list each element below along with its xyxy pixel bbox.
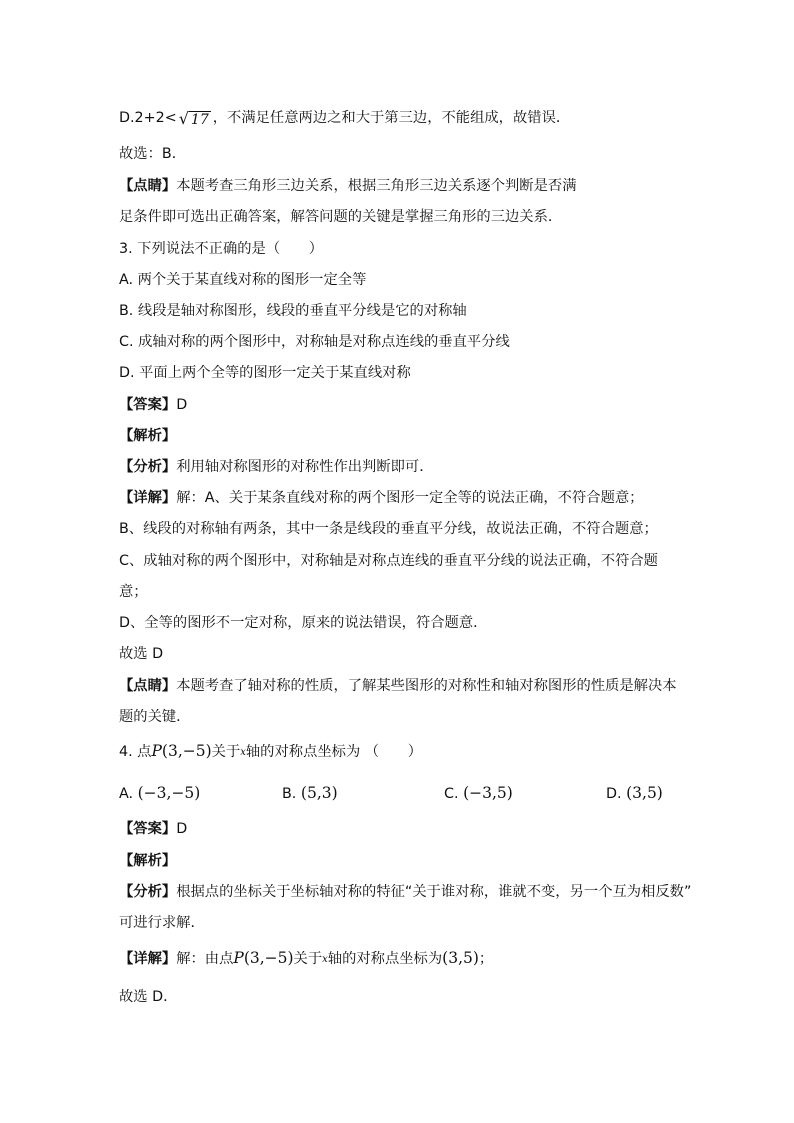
q3-option-a: A. 两个关于某直线对称的图形一定全等 — [119, 272, 367, 288]
coordinate: (3,−5) — [243, 949, 294, 967]
text: 本题考查了轴对称的性质，了解某些图形的对称性和轴对称图形的性质是解决本 — [176, 678, 677, 694]
question-4 — [119, 741, 774, 764]
option-label: B. — [282, 786, 297, 802]
text: D.2+2< — [119, 110, 177, 126]
option-value: (5,3) — [300, 784, 338, 802]
q3-detail-b: B、线段的对称轴有两条，其中一条是线段的垂直平分线，故说法正确，不符合题意； — [119, 521, 658, 537]
q4-detail — [119, 948, 774, 971]
detail-tag: 【详解】 — [119, 490, 177, 506]
coordinate: (3,−5) — [161, 742, 212, 760]
text: ； — [478, 951, 494, 967]
q3-comment — [119, 676, 774, 696]
q4-analysis-heading: 【解析】 — [119, 853, 177, 869]
q3-option-d: D. 平面上两个全等的图形一定关于某直线对称 — [119, 365, 411, 381]
text: 利用轴对称图形的对称性作出判断即可． — [176, 459, 434, 475]
q3-analysis — [119, 457, 774, 477]
q4-option-c — [444, 783, 513, 804]
line-option-d-explanation — [119, 108, 774, 130]
q3-analysis-heading: 【解析】 — [119, 428, 177, 444]
detail-tag: 【详解】 — [119, 951, 177, 967]
text: 本题考查三角形三边关系，根据三角形三边关系逐个判断是否满 — [176, 178, 577, 194]
q4-option-b — [282, 783, 338, 804]
sqrt-expression — [179, 109, 211, 130]
q4-choice: 故选 D． — [119, 989, 178, 1005]
text: 根据点的坐标关于坐标轴对称的特征“关于谁对称，谁就不变，另一个互为相反数” — [176, 884, 692, 900]
radical-sign: √ — [178, 109, 189, 128]
option-label: A. — [119, 786, 134, 802]
option-value: (−3,5) — [463, 784, 513, 802]
question-3: 3. 下列说法不正确的是（ ） — [119, 241, 324, 257]
result-coordinate: (3,5) — [442, 949, 479, 967]
q3-detail-c: C、成轴对称的两个图形中，对称轴是对称点连线的垂直平分线的说法正确，不符合题 — [119, 553, 658, 569]
line-choice: 故选：B． — [119, 146, 186, 162]
q3-detail-d: D、全等的图形不一定对称，原来的说法错误，符合题意． — [119, 615, 488, 631]
q3-option-c: C. 成轴对称的两个图形中，对称轴是对称点连线的垂直平分线 — [119, 334, 510, 350]
axis-variable: x — [240, 747, 246, 758]
comment-tag: 【点睛】 — [119, 178, 177, 194]
line-comment-cont: 足条件即可选出正确答案，解答问题的关键是掌握三角形的三边关系． — [119, 209, 563, 225]
q3-detail-a — [119, 488, 774, 508]
option-label: C. — [444, 786, 459, 802]
option-label: D. — [606, 786, 622, 802]
q4-options — [119, 783, 774, 807]
answer-tag: 【答案】 — [119, 397, 177, 413]
q4-analysis-cont: 可进行求解． — [119, 915, 205, 931]
q4-option-d — [606, 783, 663, 804]
q4-answer — [119, 819, 774, 839]
axis-variable: x — [322, 954, 328, 965]
text: 轴的对称点坐标为 （ ） — [245, 744, 422, 760]
text: 4. 点 — [119, 744, 152, 760]
answer-value: D — [176, 397, 188, 413]
comment-tag: 【点睛】 — [119, 678, 177, 694]
q3-option-b: B. 线段是轴对称图形，线段的垂直平分线是它的对称轴 — [119, 303, 467, 319]
text: ，不满足任意两边之和大于第三边，不能组成，故错误． — [212, 110, 571, 126]
q3-choice: 故选 D — [119, 646, 164, 662]
option-value: (3,5) — [626, 784, 663, 802]
analysis-tag: 【分析】 — [119, 884, 177, 900]
answer-value: D — [176, 821, 188, 837]
point-name: P — [151, 742, 162, 760]
text: 关于 — [293, 951, 323, 967]
q4-option-a — [119, 783, 200, 804]
text: 关于 — [211, 744, 241, 760]
text: 解：A、关于某条直线对称的两个图形一定全等的说法正确，不符合题意； — [176, 490, 644, 506]
q3-detail-c-cont: 意； — [119, 584, 148, 600]
radicand: 17 — [190, 112, 209, 128]
analysis-tag: 【分析】 — [119, 459, 177, 475]
point-name: P — [233, 949, 244, 967]
option-value: (−3,−5) — [137, 784, 201, 802]
q3-comment-cont: 题的关键． — [119, 709, 191, 725]
q4-analysis — [119, 882, 774, 902]
q3-answer — [119, 395, 774, 415]
text: 解：由点 — [176, 951, 234, 967]
answer-tag: 【答案】 — [119, 821, 177, 837]
text: 轴的对称点坐标为 — [327, 951, 443, 967]
line-comment — [119, 176, 774, 196]
